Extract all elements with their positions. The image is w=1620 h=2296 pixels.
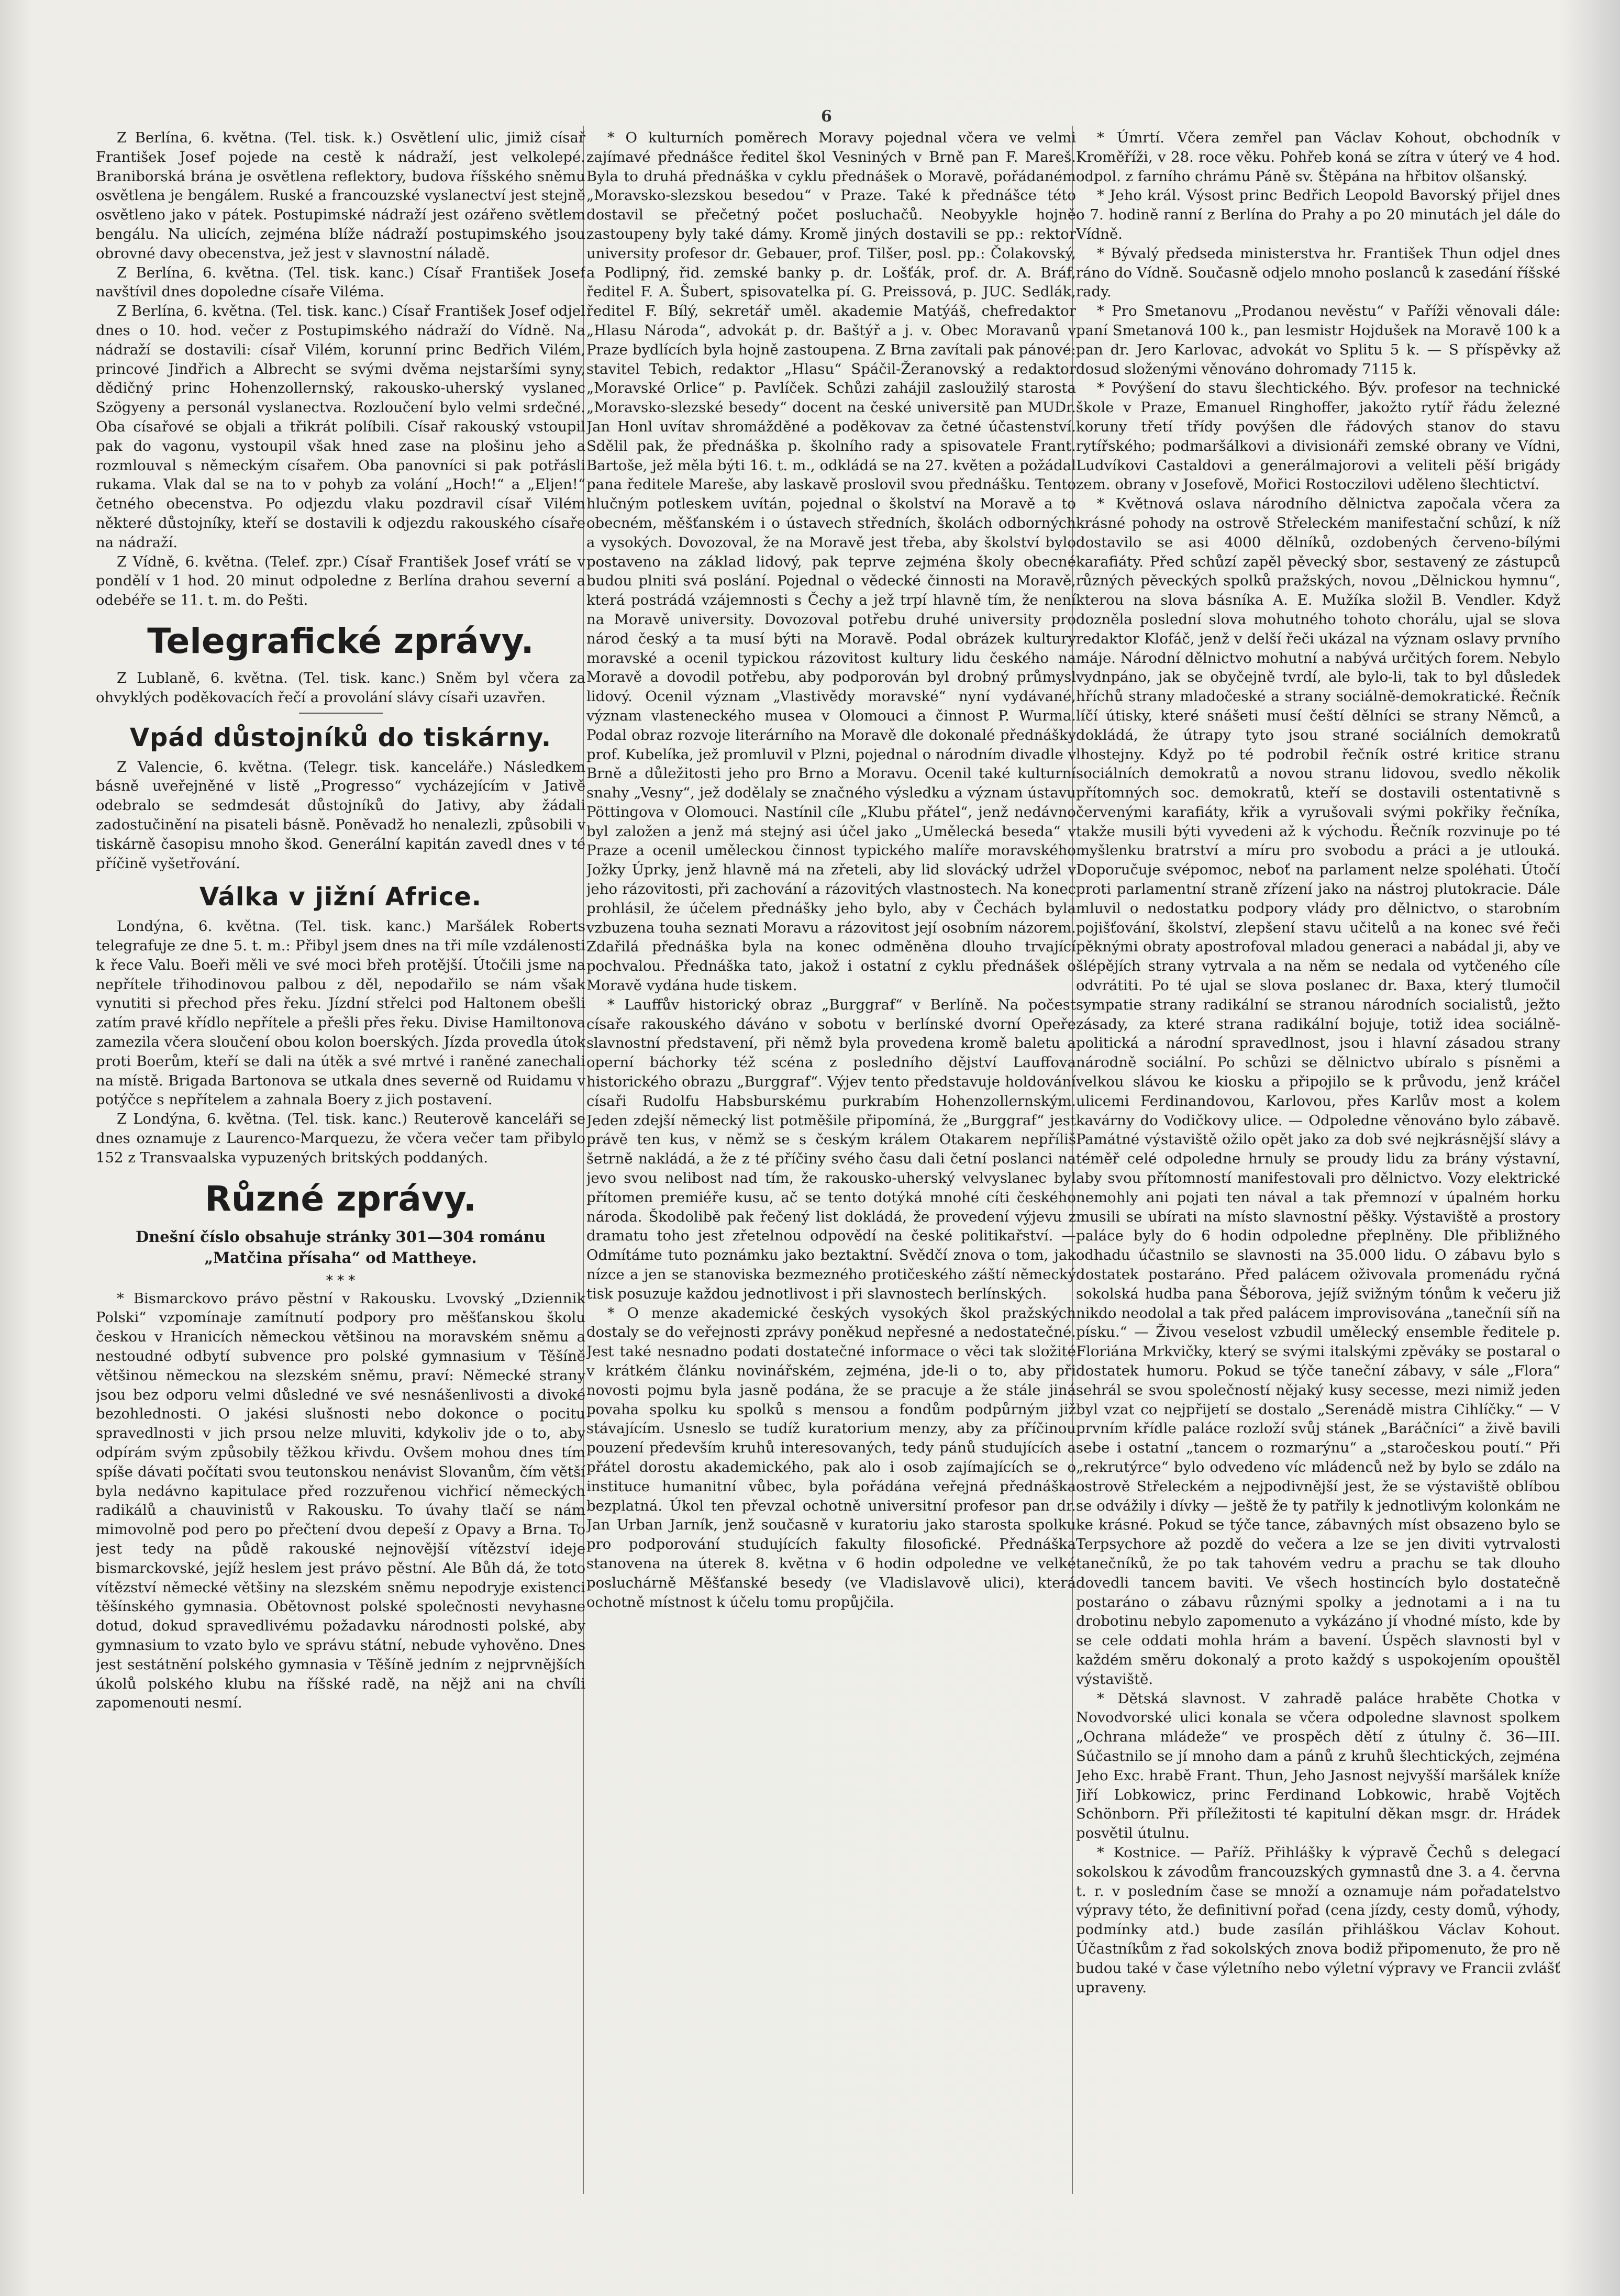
article-paris-trip: * Kostnice. — Paříž. Přihlášky k výpravě Čechů s delegací sokolskou k závodům francouzských gymnastů dne 3. a 4. června t. r. v posledním čase se množí a oznamuje nám pořadatelstvo výpravy této, že definitivní pořad (cena jízdy, cesty domů, výhody, podmínky atd.) bude zasílán přihláškou Václav Kohout. Účastníkům z řad sokolských znova bodiž připomenuto, že pro ně budou také v čase výletního nebo výletní výpravy ve Francii zvlášť upraveny. <box>1076 1844 1560 1996</box>
article-ljubljana: Z Lublaně, 6. května. (Tel. tisk. kanc.) Sněm byl včera za ohvyklých poděkovacích řečí a provolání slávy císaři uzavřen. <box>96 669 585 706</box>
page-number: 6 <box>821 107 832 126</box>
article-berlin-visit: Z Berlína, 6. května. (Tel. tisk. kanc.) Císař František Josef navštívil dnes dopoledne císaře Viléma. <box>96 264 585 301</box>
heading-valka: Válka v jižní Africe. <box>199 882 482 912</box>
article-london-reuter: Z Londýna, 6. května. (Tel. tisk. kanc.) Reuterově kanceláři se dnes oznamuje z Laurenco-Marquezu, že včera večer tam přibylo 152 z Transvaalska vypuzených britských poddaných. <box>96 1111 585 1166</box>
article-vienna-return: Z Vídně, 6. května. (Telef. zpr.) Císař František Josef vrátí se v pondělí v 1 hod. 20 minut odpoledne z Berlína drahou severní a odebéře se 11. t. m. do Pešti. <box>96 553 585 609</box>
section-heading-ruzne: Různé zprávy. <box>205 1178 476 1219</box>
article-may-day: * Květnová oslava národního dělnictva započala včera za krásné pohody na ostrově Střeleckém manifestační schůzí, k níž dostavilo se asi 4000 dělníků, ozdobených červeno-bílými karafiáty. Před schůzí zapěl pěvecký sbor, sestavený ze zástupců různých pěveckých spolků pražských, novou „Dělnickou hymnu“, kterou na slova básníka A. E. Mužíka složil B. Vendler. Když dozněla poslední slova mohutného tohoto chorálu, ujal se slova redaktor Klofáč, jenž v delší řeči ukázal na význam oslavy prvního máje. Národní dělnictvo mohutní a nabývá určitých forem. Nebylo vydnpáno, jak se obyčejně tvrdí, ale bylo-li, tak to byl důsledek hříchů strany mladočeské a strany sociálně-demokratické. Řečník líčí útisky, které snášeti musí čeští dělníci se strany Němců, a dokládá, že útrapy tyto jsou strané sociálních demokratů lhostejny. Když po té podrobil řečník ostré kritice stranu sociálních demokratů a novou stranu lidovou, svedlo několik přítomných soc. demokratů, kteří se dostavili ostentativně s červenými karafiáty, křik a vyrušovali svými pokřiky řečníka, takže musili býti vyvedeni až k východu. Řečník rozvinuje po té myšlenku bratrství a míru pro svobodu a práci a je utlouká. Doporučuje svépomoc, neboť na parlament nelze spoléhati. Útočí proti parlamentní straně zřízení jako na nástroj plutokracie. Dále mluvil o nedostatku podpory vlády pro dělnictvo, o starobním pojišťování, školství, zlepšení stavu učitelů a na konec své řeči pěknými obraty apostrofoval mladou generaci a nabádal ji, aby ve šlépějích strany vytrvala a na něm se nedala od vytčeného cíle odvrátiti. Po té ujal se slova poslanec dr. Baxa, který tlumočil sympatie strany radikální se stranou národních socialistů, ježto zásady, za které strana radikální bojuje, totiž idea sociálně-politická a národní spravedlnost, jsou i hlavní zásadou strany národně sociální. Po schůzi se dělnictvo ubíralo s písněmi a velkou slávou ke kiosku a připojilo se k průvodu, jenž kráčel ulicemi Ferdinandovou, Karlovou, přes Karlův most a kolem kavárny do Vodičkovy ulice. — Odpoledne věnováno bylo zábavě. Památné výstaviště ožilo opět jako za dob své nejkrásnější slávy a téměř celé odpoledne hrnuly se proudy lidu za brány výstavní, aby svou přítomností manifestovali pro dělnictvo. Vozy elektrické nemohly ani pojati ten nával a tak přemnozí v úpalném horku musili se ubírati na místo slavnostní pěšky. Výstaviště a prostory paláce byly do 6 hodin odpoledne přeplněny. Dle přibližného odhadu účastnilo se slavnosti na 35.000 lidu. O zábavu bylo s dostatek postaráno. Před palácem oživovala promenádu ryčná sokolská hudba pana Šéborova, jejíž svižným tónům k večeru již nikdo neodolal a tak před palácem improvisována „tanečníi síň na písku.“ — Živou veselost vzbudil umělecký ensemble ředitele p. Floriána Mrkvičky, který se svými italskými zpěváky se postaral o dostatek humoru. Pokud se týče taneční zábavy, v sále „Flora“ sehrál se svou společností nějaký kusy secesse, mezi nimiž jeden byl vzat co nejpřijetí se dostalo „Serenádě mistra Cihlíčky.“ — V prvním křídle paláce rozloží svůj stánek „Baráčníci“ a živě bavili sebe i ostatní „tancem o rozmarýnu“ a „staročeskou poutí.“ Při „rekrutýrce“ bylo odvedeno víc mládenců než by bylo se zdálo na ostrově Střeleckém a nejpodivnější jest, že se výstaviště oblíbou se odvážily i dívky — ještě že ty patřily k jednotlivým kolonkám ne ke krásné. Pokud se týče tance, zábavných míst obsazeno bylo se Terpsychore až pozdě do večera a lze se jen diviti vytrvalosti tanečníků, že po tak tahovém vedru a prachu se tak dlouho dovedli tancem baviti. Ve všech hostincích bylo dostatečně postaráno o zábavu různými spolky a jednotami a i na tu drobotinu nebylo zapomenuto a vykázáno jí vhodné místo, kde by se cele oddati mohla hrám a bavení. Úspěch slavnosti byl v každém směru dokonalý a proto každý s uspokojením opouštěl výstaviště. <box>1076 495 1560 1688</box>
divider <box>299 713 383 714</box>
article-thun: * Bývalý předseda ministerstva hr. František Thun odjel dnes ráno do Vídně. Současně odjelo mnoho poslanců k zasedání říšské rady. <box>1076 245 1560 301</box>
article-moravia-culture: * O kulturních poměrech Moravy pojednal včera ve velmi zajímavé přednášce ředitel škol Vesniných v Brně pan F. Mareš. Byla to druhá přednáška v cyklu přednášek o Moravě, pořádaném „Moravsko-slezskou besedou“ v Praze. Také k přednášce této dostavil se přečetný počet posluchačů. Neobyykle hojně zastoupeny byly také dámy. Kromě jiných dostavili se pp.: rektor university profesor dr. Gebauer, prof. Tilšer, posl. pp.: Čolakovský, a Podlipný, řid. zemské banky p. dr. Lošťák, prof. dr. A. Bráf, ředitel F. A. Šubert, spisovatelka pí. G. Preissová, p. JUC. Sedlák, ředitel F. Bílý, sekretář uměl. akademie Matýáš, chefredaktor „Hlasu Národa“, advokát p. dr. Baštýř a j. v. Obec Moravanů v Praze bydlících byla hojně zastoupena. Z Brna zavítali pak pánové: stavitel Tebich, redaktor „Hlasu“ Spáčil-Žeranovský a redaktor „Moravské Orlice“ p. Pavlíček. Schůzi zahájil zasloužilý starosta „Moravsko-slezské besedy“ docent na české universitě pan MUDr. Jan Honl uvítav shromážděné a poděkovav za četné účastenství. Sdělil pak, že přednáška p. školního rady a spisovatele Frant. Bartoše, jež měla býti 16. t. m., odkládá se na 27. květen a požádal pana ředitele Mareše, aby laskavě proslovil svou přednášku. Tento hlučným potleskem uvítán, pojednal o školství na Moravě a to obecném, měšťanském i o ústavech středních, školách odborných a vysokých. Dovozoval, že na Moravě jest třeba, aby školství bylo postaveno na základ lidový, pak teprve zejména školy obecné budou plniti svá poslání. Pojednal o vědecké činnosti na Moravě, která postrádá vzájemnosti s Čechy a jež trpí hlavně tím, že není na Moravě university. Dovozoval potřebu druhé university pro národ český a ta musí býti na Moravě. Podal obrázek kultury moravské a ocenil typickou rázovitost kultury lidu českého na Moravě a dovodil potřebu, aby podporován byl drobný průmysl lidový. Ocenil význam „Vlastivědy moravské“ nyní vydávané, význam vlasteneckého musea v Olomouci a činnost P. Wurma. Podal obraz rozvoje literárního na Moravě dle dokonalé přednášky prof. Kubelíka, jež promluvil v Plzni, pojednal o národním divadle v Brně a důležitosti jeho pro Brno a Moravu. Ocenil také kulturní snahy „Vesny“, jež dodělaly se značného výsledku a význam ústavu Pöttingova v Olomouci. Nastínil cíle „Klubu přátel“, jenž nedávno byl založen a jenž má stejný asi účel jako „Umělecká beseda“ v Praze a ocenil uměleckou činnost typického malíře moravského Jožky Úprky, jenž hlavně má na zřeteli, aby lid slovácký udržel v jeho rázovitosti, při zachování a rázovitých vlastnostech. Na konec prohlásil, že účelem přednášky jeho bylo, aby v Čechách byla vzbuzena touha seznati Moravu a rázovitost její osobním názorem. Zdařilá přednáška byla na konec odměněna dlouho trvající pochvalou. Přednáška tato, jakož i ostatní z cyklu přednášek o Moravě vydána hude tiskem. <box>586 129 1076 994</box>
article-valencia: Z Valencie, 6. května. (Telegr. tisk. kanceláře.) Následkem básně uveřejněné v listě „Progresso“ vycházejícím v Jativě odebralo se sedmdesát důstojníků do Jativy, aby žádali zadostučinění na pisateli básně. Poněvadž ho nenalezli, způsobili v tiskárně časopisu mnoho škod. Generální kapitán zavedl dnes v té příčině vyšetřování. <box>96 758 585 872</box>
article-london-roberts: Londýna, 6. května. (Tel. tisk. kanc.) Maršálek Roberts telegrafuje ze dne 5. t. m.: Přibyl jsem dnes na tři míle vzdálenosti k řece Valu. Boeři měli ve své moci břeh protější. Útočili jsme na nepřítele třihodinovou palbou z děl, nepodařilo se nám však vynutiti si přechod přes řeku. Jízdní střelci pod Haltonem obešli zatím pravé křídlo nepřítele a přešli přes řeku. Divise Hamiltonova zamezila včera sloučení obou kolon boerských. Jízda provedla útok proti Boerům, kteří se dali na útěk a své mrtvé i raněné zanechali na místě. Brigada Bartonova se utkala dnes severně od Ruidamu v potýčce s nepřítelem a zahnala Boery z jich postavení. <box>96 918 585 1108</box>
article-berlin-departure: Z Berlína, 6. května. (Tel. tisk. kanc.) Císař František Josef odjel dnes o 10. hod. večer z Postupimského nádraží do Vídně. Na nádraží se dostavili: císař Vilém, korunní princ Bedřich Vilém, princové Jindřich a Albrecht se svými dvěma nejstaršími syny, dědičný princ Hohenzollernský, rakousko-uherský vyslanec Szögyeny a personál vyslanectva. Rozloučení bylo velmi srdečné. Oba císařové se objali a třikrát políbili. Císař rakouský vstoupil pak do vagonu, vystoupil však hned zase na plošinu jeho a rozmlouval s německým císařem. Oba panovníci si pak potřásli rukama. Vlak dal se na to v pohyb za volání „Hoch!“ a „Eljen!“ četného obecenstva. Po odjezdu vlaku pozdravil císař Vilém některé důstojníky, kteří se dostavili k odjezdu rakouského císaře na nádraží. <box>96 303 585 551</box>
article-bismarck: * Bismarckovo právo pěstní v Rakousku. Lvovský „Dziennik Polski“ vzpomínaje zamítnutí podpory pro měšťanskou školu českou v Hranicích německou většinou na moravském sněmu a nestoudné odbytí subvence pro polské gymnasium v Těšíně většinou německou na slezském sněmu, praví: Německé strany jsou bez odporu velmi důsledné ve své nesnášenlivosti a divoké bezohlednosti. O jakési slušnosti nebo dokonce o pocitu spravedlnosti v jich prsou nelze mluviti, kdykoliv jde o to, aby odpírám svým způsobily těžkou křivdu. Ovšem mohou dnes tím spíše dávati počítati svou teutonskou nenávist Slovanům, čím větší byla nedávno kapitulace před rozzuřenou vichřicí německých radikálů a chauvinistů v Rakousku. To úvahy tlačí se nám mimovolně pod pero po přečtení dvou depeší z Opavy a Brna. To jest tedy na půdě rakouské nejnovější vítězství ideje bismarckovské, jejíž heslem jest právo pěstní. Ale Bůh dá, že toto vítězství německé většiny na slezském sněmu nepodryje existenci těšínského gymnasia. Obětovnost polské společnosti nevyhasne dotud, dokud spravedlivému požadavku národnosti polské, aby gymnasium to vzato bylo ve správu státní, nebude vyhověno. Dnes jest sestátnění polského gymnasia v Těšíně jedním z nejprvnějších úkolů polského klubu na říšské radě, na nějž ani na chvíli zapomenouti nesmí. <box>96 1290 585 1712</box>
column-3 <box>1076 128 1560 2249</box>
novel-notice: Dnešní číslo obsahuje stránky 301—304 románu „Matčina přísaha“ od Mattheye. <box>136 1227 546 1267</box>
article-prince-bavaria: * Jeho král. Výsost princ Bedřich Leopold Bavorský přijel dnes o 7. hodině ranní z Berlína do Prahy a po 20 minutách jel dále do Vídně. <box>1076 187 1560 242</box>
column-2 <box>586 128 1076 2249</box>
article-berlin-illumination: Z Berlína, 6. května. (Tel. tisk. k.) Osvětlení ulic, jimiž císař František Josef pojede na cestě k nádraží, jest velkolepé. Braniborská brána je osvětlena reflektory, budova říšského sněmu osvětlena je bengálem. Ruské a francouzské vyslanectví jest stejně osvětleno jako v pátek. Postupimské nádraží jest ozářeno světlem bengálu. Na ulicích, zejména blíže nádraží postupimského jsou obrovné davy obecenstva, jež jest v slavnostní náladě. <box>96 129 585 262</box>
article-nobility: * Povýšení do stavu šlechtického. Býv. profesor na technické škole v Praze, Emanuel Ringhoffer, jakožto rytíř řádu železné koruny třetí třídy povýšen dle řádových stanov do stavu rytířského; podmaršálkovi a divisionáři zemské obrany ve Vídni, Ludvíkovi Castaldovi a generálmajorovi a veliteli pěší brigády zem. obrany v Josefově, Mořici Rostoczilovi uděleno šlechtictví. <box>1076 380 1560 493</box>
section-heading-telegraf: Telegrafické zprávy. <box>147 620 534 661</box>
article-smetana: * Pro Smetanovu „Prodanou nevěstu“ v Paříži věnovali dále: paní Smetanová 100 k., pan lesmistr Hojdušek na Moravě 100 k a pan dr. Jero Karlovac, advokát vo Splitu 5 k. — S příspěvky až dosud složenými věnováno dohromady 7115 k. <box>1076 303 1560 378</box>
article-burggraf: * Lauffův historický obraz „Burggraf“ v Berlíně. Na počest císaře rakouského dáváno v sobotu v berlínské dvorní Opeře slavnostní představení, při němž byla provedena kromě baletu a operní báchorky též scéna z posledního dějství Lauffova historického obrazu „Burggraf“. Výjev tento představuje holdování císaři Rudolfu Habsburskému purkrabím Hohenzollernským. Jeden zdejší německý list potměšile připomíná, že „Burggraf“ jest právě ten kus, v němž se s českým králem Otakarem nepříliš šetrně nakládá, a že z té příčiny svého času dali četní poslanci na jevo svou nelibost nad tím, že rakousko-uherský velvyslanec byl přítomen premiéře kusu, ač se tento dotýká mnohé cíti českého národa. Škodolibě pak řečený list dokládá, že provedení výjevu z dramatu toho jest zřetelnou odpovědí na české politikařství. — Odmítáme tuto poznámku jako beztaktní. Svědčí znova o tom, jak nízce a jen se stanoviska bezmezného protičeského záští německý tisk posuzuje každou jednotlivost i při slavnostech berlínských. <box>586 996 1076 1302</box>
article-menza: * O menze akademické českých vysokých škol pražských dostaly se do veřejnosti zprávy poněkud nepřesné a nedostatečné. Jest také nesnadno podati dostatečné informace o věci tak složité v krátkém článku novinářském, zejména, jde-li o to, aby při novosti pojmu byla jasně podána, že se pracuje a že stále jiná povaha spolku ku spolků s mensou a fondům podpůrným již stávajícím. Usneslo se tudíž kuratorium menzy, aby za příčinou pouzení především kruhů interesovaných, tedy pánů studujících a přátel dorostu akademického, pak alo i osob zajímajících se o instituce humanitní vůbec, byla pořádána veřejná přednáška bezplatná. Úkol ten převzal ochotně universitní profesor pan dr. Jan Urban Jarník, jenž současně v kuratoriu jako starosta spolku pro podporování studujících fakulty filosofické. Přednáška stanovena na úterek 8. května v 6 hodin odpoledne ve velké posluchárně Měšťanské besedy (ve Vladislavově ulici), která ochotně místnost k účelu tomu propůjčila. <box>586 1304 1076 1611</box>
column-1 <box>96 128 585 2249</box>
article-umrti: * Úmrtí. Včera zemřel pan Václav Kohout, obchodník v Kroměříži, v 28. roce věku. Pohřeb koná se zítra v úterý ve 4 hod. odpol. z farního chrámu Páně sv. Štěpána na hřbitov olšanský. <box>1076 129 1560 185</box>
stars-separator: * * * <box>326 1272 356 1289</box>
article-children-fete: * Dětská slavnost. V zahradě paláce hraběte Chotka v Novodvorské ulici konala se včera odpoledne slavnost spolkem „Ochrana mládeže“ ve prospěch dětí z útulny č. 36—III. Súčastnilo se jí mnoho dam a pánů z kruhů šlechtických, zejména Jeho Exc. hrabě Frant. Thun, Jeho Jasnost nejvyšší maršálek kníže Jiří Lobkowicz, princ Ferdinand Lobkowic, hrabě Vojtěch Schönborn. Při příležitosti té kapitulní děkan msgr. dr. Hrádek posvětil útulnu. <box>1076 1690 1560 1842</box>
heading-vpad: Vpád důstojníků do tiskárny. <box>129 723 552 752</box>
